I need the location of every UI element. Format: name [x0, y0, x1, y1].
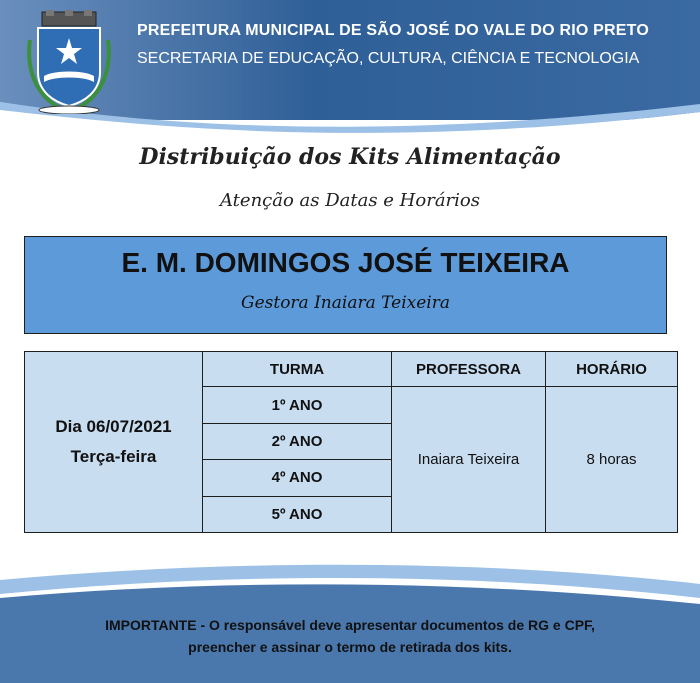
weekday-text: Terça-feira [70, 447, 157, 466]
notice-line-1: IMPORTANTE - O responsável deve apresentar documentos de RG e CPF, [105, 617, 595, 633]
class-cell: 4º ANO [203, 460, 392, 496]
class-cell: 2º ANO [203, 423, 392, 459]
notice-line-2: preencher e assinar o termo de retirada dos kits. [188, 639, 512, 655]
municipal-coat-of-arms-icon [26, 10, 112, 114]
time-cell: 8 horas [546, 387, 678, 533]
column-header-professora: PROFESSORA [392, 352, 546, 387]
class-cell: 5º ANO [203, 496, 392, 532]
page-title: Distribuição dos Kits Alimentação [139, 144, 561, 170]
teacher-cell: Inaiara Teixeira [392, 387, 546, 533]
header-subtitle: SECRETARIA DE EDUCAÇÃO, CULTURA, CIÊNCIA E TECNOLOGIA [137, 50, 640, 67]
day-cell [25, 352, 203, 533]
class-cell: 1º ANO [203, 387, 392, 423]
page-subtitle: Atenção as Datas e Horários [220, 190, 480, 211]
date-text: Dia 06/07/2021 [55, 417, 172, 436]
table-header-row [25, 352, 678, 387]
important-notice [60, 614, 640, 658]
school-manager: Gestora Inaiara Teixeira [241, 293, 450, 313]
column-header-turma: TURMA [203, 352, 392, 387]
school-info-box [24, 236, 667, 334]
column-header-horario: HORÁRIO [546, 352, 678, 387]
header-title: PREFEITURA MUNICIPAL DE SÃO JOSÉ DO VALE DO RIO PRETO [137, 22, 649, 39]
header-banner [0, 0, 700, 120]
school-name: E. M. DOMINGOS JOSÉ TEIXEIRA [121, 247, 570, 278]
schedule-table [24, 351, 678, 533]
